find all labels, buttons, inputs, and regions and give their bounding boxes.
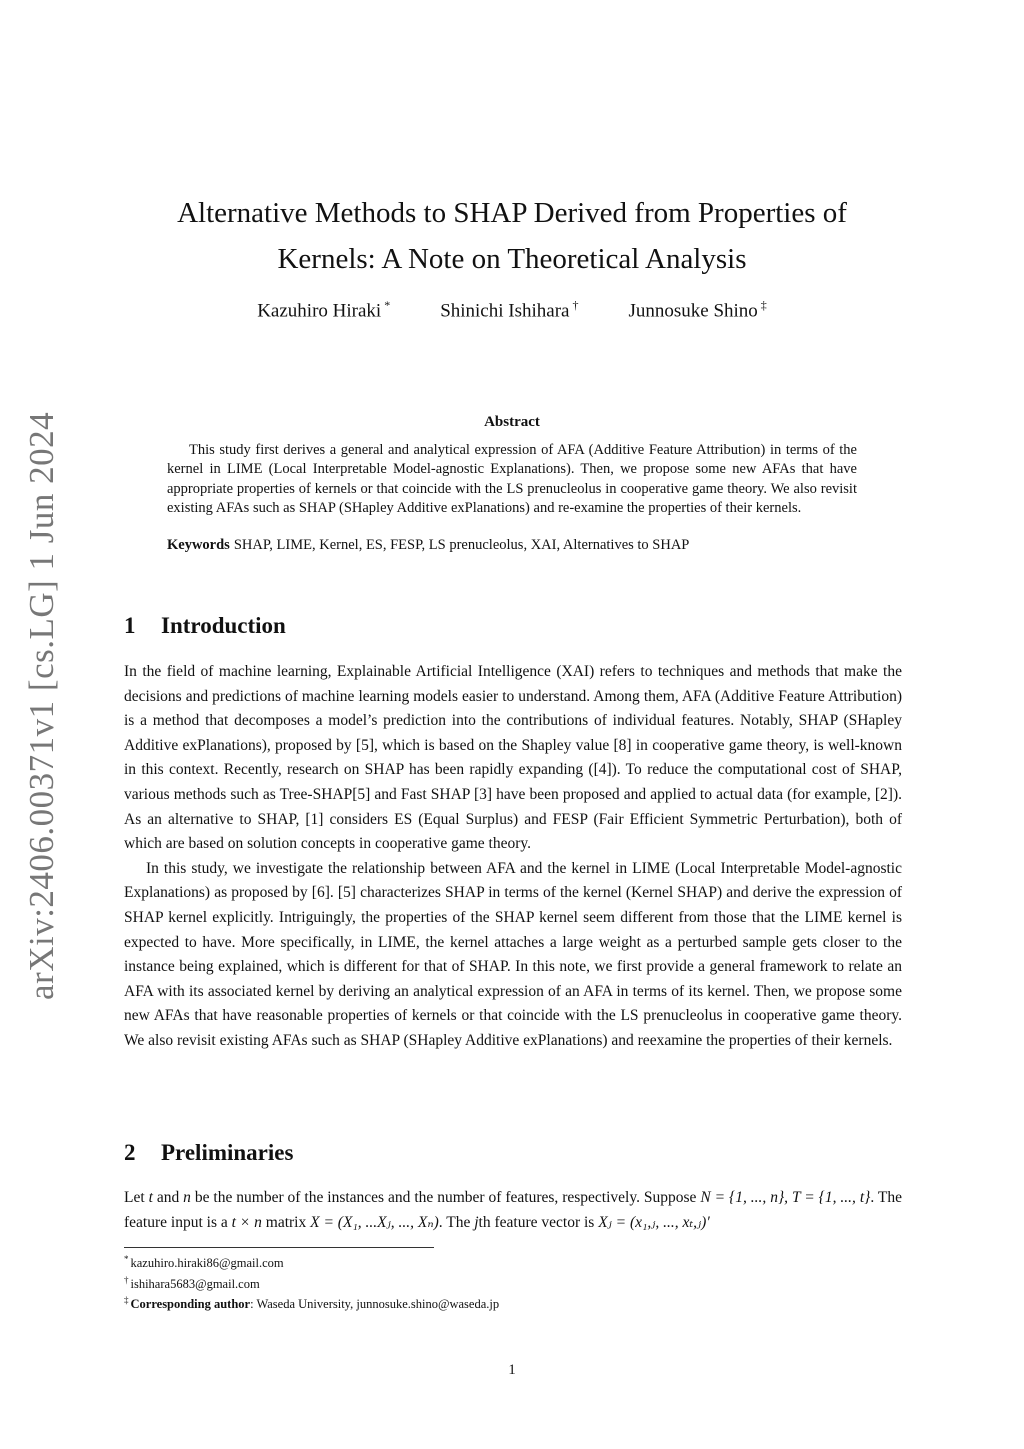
author: Shinichi Ishihara †: [440, 298, 579, 322]
keywords-label: Keywords: [167, 536, 230, 553]
author-mark: *: [384, 298, 391, 312]
author-list: [0, 298, 1024, 322]
paragraph: In the field of machine learning, Explainable Artificial Intelligence (XAI) refers to techniques and methods that make the decisions and predictions of machine learning models easier to understand. Among them, AFA (Additive Feature Attribution) is a method that decomposes a model’s prediction into the contributions of individual features. Notably, SHAP (SHapley Additive exPlanations), proposed by [5], which is based on the Shapley value [8] in cooperative game theory, is well-known in this context. Recently, research on SHAP has been rapidly expanding ([4]). To reduce the computational cost of SHAP, various methods such as Tree-SHAP[5] and Fast SHAP [3] have been proposed and applied to actual data (for example, [2]). As an alternative to SHAP, [1] considers ES (Equal Surplus) and FESP (Fair Efficient Symmetric Perturbation), both of which are based on solution concepts in cooperative game theory.: [124, 663, 902, 853]
paper-title: [140, 190, 884, 282]
footnote: † ishihara5683@gmail.com: [124, 1274, 260, 1291]
abstract: [167, 413, 857, 555]
abstract-heading: Abstract: [484, 414, 540, 430]
page-number: 1: [508, 1362, 516, 1378]
section-preliminaries: [124, 1140, 902, 1235]
abstract-text: This study first derives a general and analytical expression of AFA (Additive Feature Attribution) in terms of the kernel in LIME (Local Interpretable Model-agnostic Explanations). Then, we propose some new AFAs that have appropriate properties of kernels or that coincide with the LS prenucleolus in cooperative game theory. We also revisit existing AFAs such as SHAP (SHapley Additive exPlanations) and re-examine the properties of their kernels.: [167, 441, 857, 516]
paragraph: In this study, we investigate the relationship between AFA and the kernel in LIME (Local Interpretable Model-agnostic Explanations) as proposed by [6]. [5] characterizes SHAP in terms of the kernel (Kernel SHAP) and derive the expression of SHAP kernel explicitly. Intriguingly, the properties of the SHAP kernel seem different from those that the LIME kernel is expected to have. More specifically, in LIME, the kernel attaches a large weight as a perturbed sample gets closer to the instance being explained, which is different for that of SHAP. In this note, we first provide a general framework to relate an AFA with its associated kernel by deriving an analytical expression of an AFA in terms of its kernel. Then, we propose some new AFAs that have reasonable properties of kernels or that coincide with the LS prenucleolus in cooperative game theory. We also revisit existing AFAs such as SHAP (SHapley Additive exPlanations) and reexamine the properties of their kernels.: [124, 859, 902, 1049]
footnote: * kazuhiro.hiraki86@gmail.com: [124, 1254, 284, 1271]
section-introduction: [124, 613, 902, 1054]
author: Junnosuke Shino ‡: [628, 298, 767, 322]
section-heading: 1 Introduction: [124, 613, 286, 638]
paragraph: Let t and n be the number of the instances and the number of features, respectively. Suppose N = {1, ..., n}, T = {1, ..., t}. The feature input is a t × n matrix X = (X₁, ...Xⱼ, ..., Xₙ). The jth feature vector is Xⱼ = (x₁,ⱼ, ..., xₜ,ⱼ)′: [124, 1189, 902, 1231]
footnotes: [124, 1247, 724, 1313]
author-mark: †: [572, 298, 579, 312]
title-line-2: Kernels: A Note on Theoretical Analysis: [277, 243, 747, 275]
keywords: [167, 536, 857, 556]
title-line-1: Alternative Methods to SHAP Derived from Properties of: [177, 197, 847, 229]
arxiv-stamp: arXiv:2406.00371v1 [cs.LG] 1 Jun 2024: [22, 411, 61, 1000]
author-mark: ‡: [760, 298, 767, 312]
footnote-rule: [124, 1247, 434, 1248]
keywords-list: SHAP, LIME, Kernel, ES, FESP, LS prenucleolus, XAI, Alternatives to SHAP: [233, 536, 690, 553]
section-heading: 2 Preliminaries: [124, 1140, 294, 1165]
footnote: ‡ Corresponding author: Waseda University, junnosuke.shino@waseda.jp: [124, 1295, 500, 1312]
author: Kazuhiro Hiraki *: [257, 298, 391, 322]
